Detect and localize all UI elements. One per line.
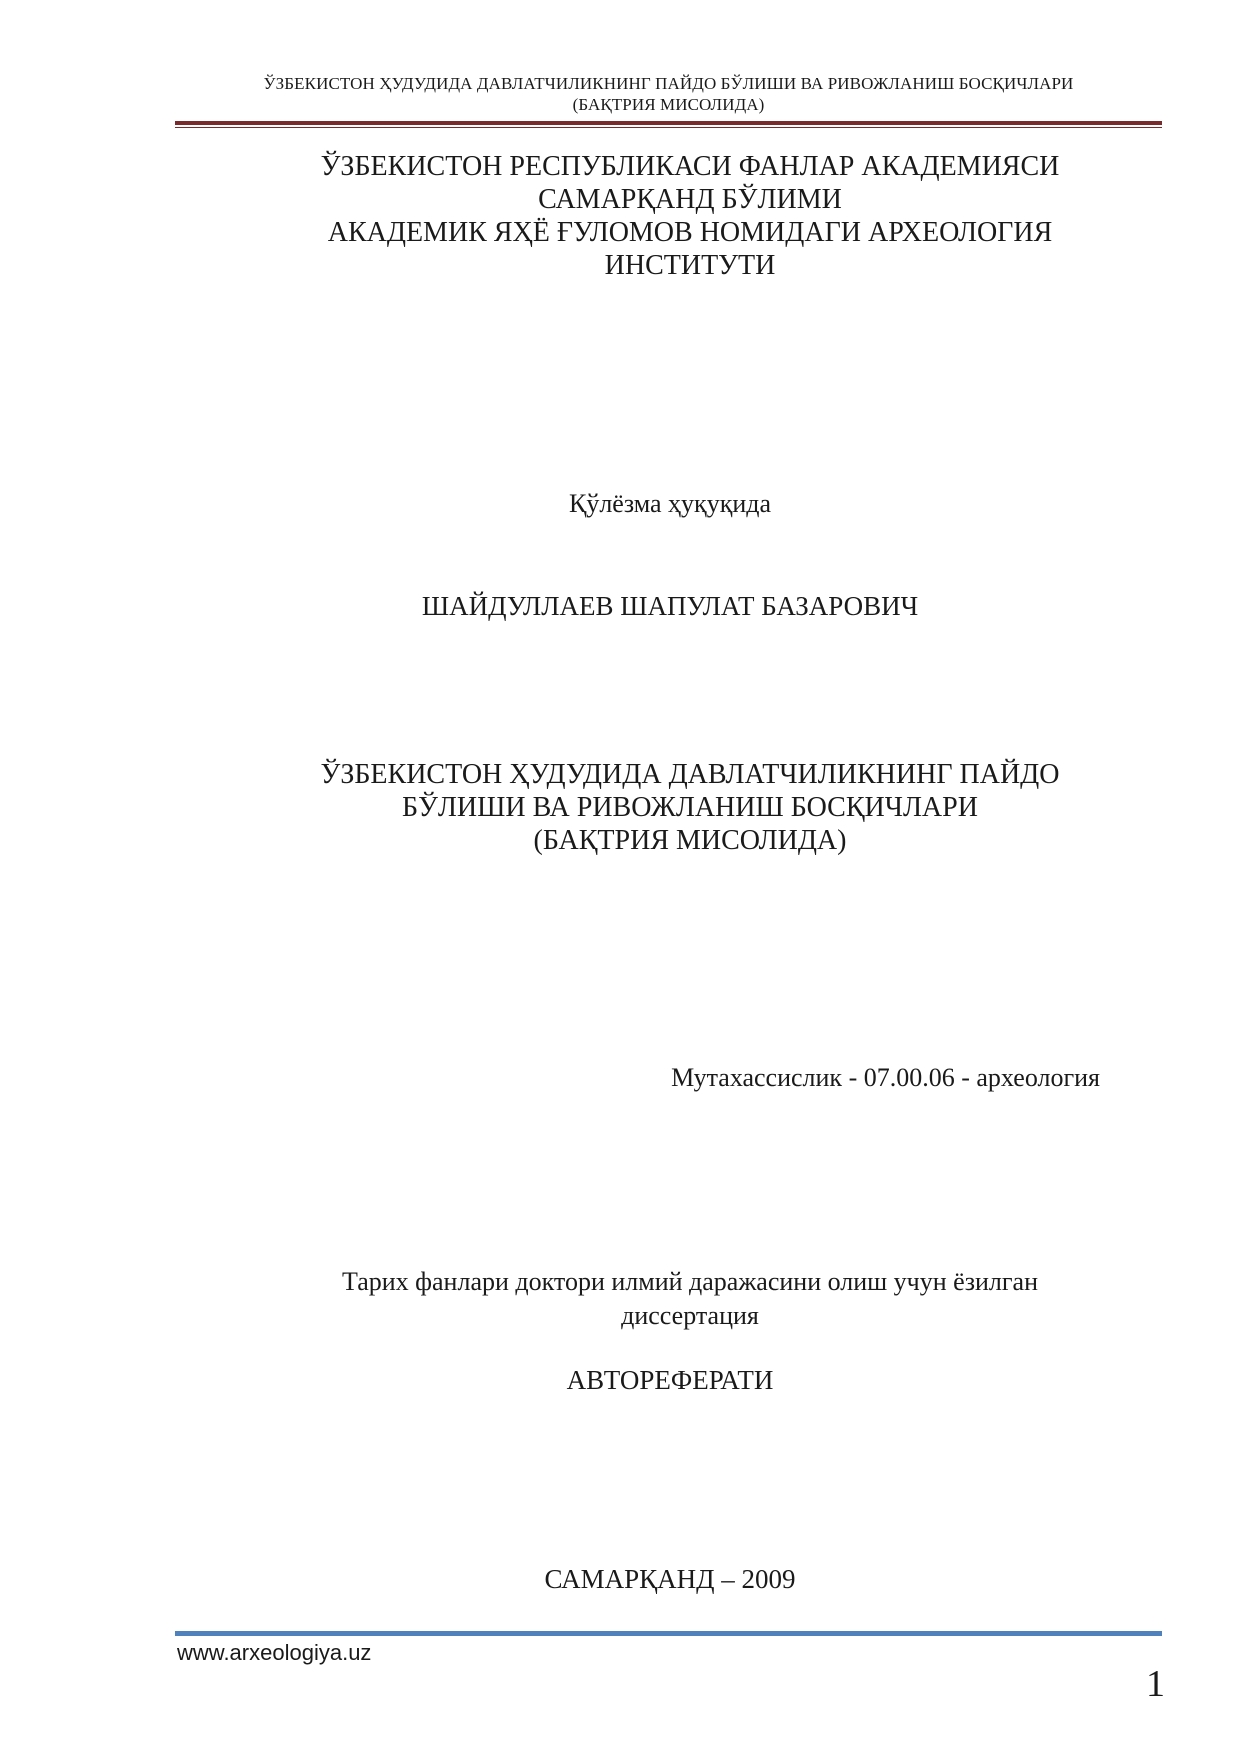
dissertation-title-line-3: (БАҚТРИЯ МИСОЛИДА): [533, 825, 847, 856]
dissertation-title-line-1: ЎЗБЕКИСТОН ҲУДУДИДА ДАВЛАТЧИЛИКНИНГ ПАЙДО: [320, 759, 1060, 790]
institution-line-3: АКАДЕМИК ЯҲЁ ҒУЛОМОВ НОМИДАГИ АРХЕОЛОГИЯ: [327, 217, 1053, 248]
page-number: 1: [1146, 1663, 1165, 1705]
degree-purpose-line-1: Тарих фанлари доктори илмий даражасини олиш учун ёзилган: [341, 1267, 1038, 1296]
header-rule-thin: [175, 127, 1162, 128]
city-year: САМАРҚАНД – 2009: [544, 1564, 796, 1594]
author-name: ШАЙДУЛЛАЕВ ШАПУЛАТ БАЗАРОВИЧ: [421, 591, 919, 621]
degree-purpose-line-2: диссертация: [621, 1301, 759, 1330]
manuscript-rights: Қўлёзма ҳуқуқида: [568, 489, 772, 518]
footer-rule: [175, 1631, 1162, 1636]
degree-purpose: [290, 1265, 1090, 1333]
footer-website: www.arxeologiya.uz: [177, 1640, 372, 1665]
dissertation-title-line-2: БЎЛИШИ ВА РИВОЖЛАНИШ БОСҚИЧЛАРИ: [402, 792, 978, 823]
running-header: [175, 73, 1162, 115]
institution-line-1: ЎЗБЕКИСТОН РЕСПУБЛИКАСИ ФАНЛАР АКАДЕМИЯСИ: [320, 151, 1060, 182]
dissertation-title: [290, 758, 1090, 857]
abstract-label: АВТОРЕФЕРАТИ: [566, 1365, 774, 1395]
header-rule-thick: [175, 121, 1162, 125]
institution-block: [290, 150, 1090, 282]
institution-line-4: ИНСТИТУТИ: [604, 250, 776, 281]
running-header-line-2: (БАҚТРИЯ МИСОЛИДА): [572, 95, 765, 114]
running-header-line-1: ЎЗБЕКИСТОН ҲУДУДИДА ДАВЛАТЧИЛИКНИНГ ПАЙДО БЎЛИШИ ВА РИВОЖЛАНИШ БОСҚИЧЛАРИ: [263, 74, 1074, 93]
institution-line-2: САМАРҚАНД БЎЛИМИ: [538, 184, 842, 215]
specialty: Мутахассислик - 07.00.06 - археология: [671, 1063, 1100, 1092]
